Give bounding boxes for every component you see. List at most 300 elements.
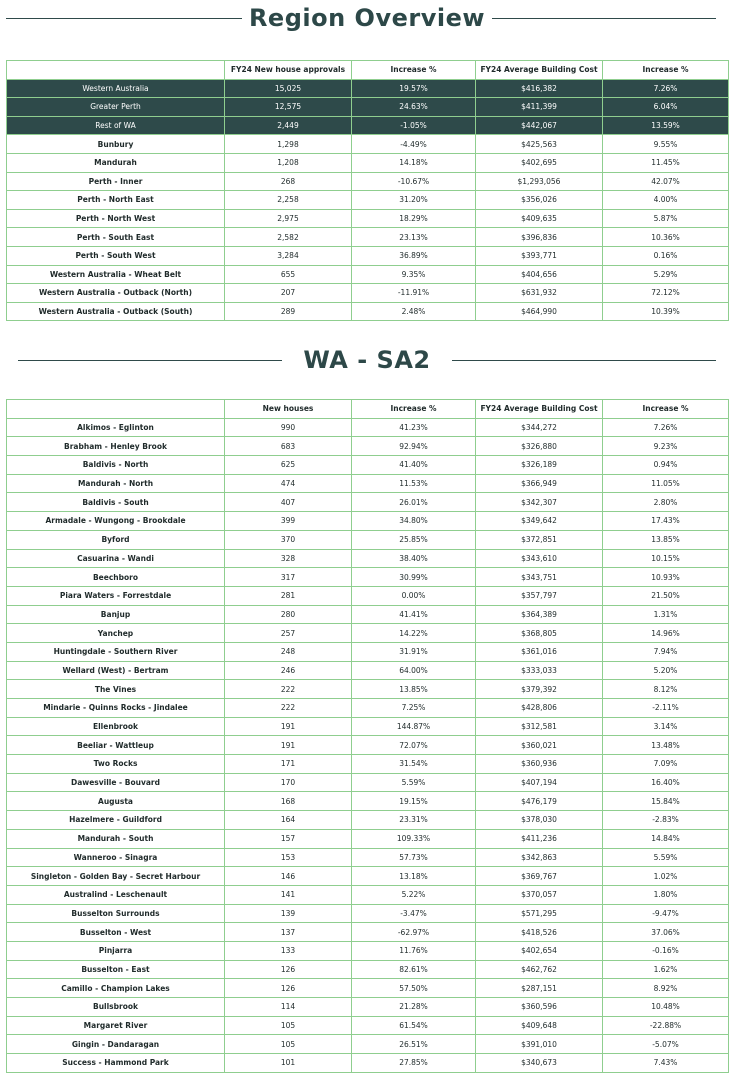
table-cell: 126 bbox=[225, 979, 352, 998]
table-cell: 1,298 bbox=[225, 135, 352, 154]
row-label: Bullsbrook bbox=[7, 998, 225, 1017]
table-row bbox=[7, 811, 729, 830]
table-cell: -11.91% bbox=[352, 284, 476, 303]
table-cell: 2.80% bbox=[603, 493, 729, 512]
table-cell: 38.40% bbox=[352, 549, 476, 568]
table-row bbox=[7, 979, 729, 998]
row-label: Busselton - West bbox=[7, 923, 225, 942]
region-overview-title: Region Overview bbox=[248, 4, 486, 32]
table-cell: $349,642 bbox=[476, 512, 603, 531]
table-cell: $369,767 bbox=[476, 867, 603, 886]
table-cell: 61.54% bbox=[352, 1016, 476, 1035]
table-cell: 34.80% bbox=[352, 512, 476, 531]
table-cell: $1,293,056 bbox=[476, 172, 603, 191]
row-label: Western Australia - Wheat Belt bbox=[7, 265, 225, 284]
row-label: Baldivis - North bbox=[7, 456, 225, 475]
row-label: Casuarina - Wandi bbox=[7, 549, 225, 568]
table-cell: 13.48% bbox=[603, 736, 729, 755]
wa-sa2-table bbox=[6, 399, 729, 1073]
table-cell: $372,851 bbox=[476, 530, 603, 549]
table-cell: 1,208 bbox=[225, 153, 352, 172]
table-cell: 257 bbox=[225, 624, 352, 643]
table-cell: $361,016 bbox=[476, 642, 603, 661]
table-cell: 5.59% bbox=[352, 773, 476, 792]
table-cell: -2.83% bbox=[603, 811, 729, 830]
table-row bbox=[7, 680, 729, 699]
table-cell: $409,635 bbox=[476, 209, 603, 228]
table-cell: -2.11% bbox=[603, 699, 729, 718]
table-cell: $287,151 bbox=[476, 979, 603, 998]
row-label: Australind - Leschenault bbox=[7, 885, 225, 904]
table-cell: $343,751 bbox=[476, 568, 603, 587]
column-header: Increase % bbox=[603, 61, 729, 80]
table-cell: 14.96% bbox=[603, 624, 729, 643]
table-cell: 24.63% bbox=[352, 98, 476, 117]
table-cell: 114 bbox=[225, 998, 352, 1017]
table-cell: 10.48% bbox=[603, 998, 729, 1017]
column-header: New houses bbox=[225, 400, 352, 419]
table-cell: 13.85% bbox=[603, 530, 729, 549]
table-cell: 9.23% bbox=[603, 437, 729, 456]
table-cell: 109.33% bbox=[352, 829, 476, 848]
table-cell: 13.85% bbox=[352, 680, 476, 699]
column-header: FY24 Average Building Cost bbox=[476, 61, 603, 80]
table-cell: 10.93% bbox=[603, 568, 729, 587]
table-cell: 36.89% bbox=[352, 246, 476, 265]
table-cell: 171 bbox=[225, 755, 352, 774]
table-cell: 19.15% bbox=[352, 792, 476, 811]
table-row bbox=[7, 153, 729, 172]
table-cell: 7.25% bbox=[352, 699, 476, 718]
table-cell: 683 bbox=[225, 437, 352, 456]
table-cell: 3.14% bbox=[603, 717, 729, 736]
table-cell: $464,990 bbox=[476, 302, 603, 321]
table-cell: 328 bbox=[225, 549, 352, 568]
table-cell: 11.53% bbox=[352, 474, 476, 493]
table-row bbox=[7, 456, 729, 475]
table-cell: 474 bbox=[225, 474, 352, 493]
table-cell: 31.54% bbox=[352, 755, 476, 774]
table-cell: 64.00% bbox=[352, 661, 476, 680]
table-cell: 11.45% bbox=[603, 153, 729, 172]
table-cell: 13.18% bbox=[352, 867, 476, 886]
table-cell: 153 bbox=[225, 848, 352, 867]
table-cell: 0.00% bbox=[352, 586, 476, 605]
table-cell: 10.39% bbox=[603, 302, 729, 321]
table-cell: -22.88% bbox=[603, 1016, 729, 1035]
table-cell: 407 bbox=[225, 493, 352, 512]
table-row bbox=[7, 493, 729, 512]
table-cell: -4.49% bbox=[352, 135, 476, 154]
table-row bbox=[7, 941, 729, 960]
table-cell: 168 bbox=[225, 792, 352, 811]
table-cell: 990 bbox=[225, 418, 352, 437]
row-label: Banjup bbox=[7, 605, 225, 624]
table-row bbox=[7, 568, 729, 587]
row-label: Singleton - Golden Bay - Secret Harbour bbox=[7, 867, 225, 886]
table-cell: 126 bbox=[225, 960, 352, 979]
table-cell: 5.87% bbox=[603, 209, 729, 228]
table-cell: 26.51% bbox=[352, 1035, 476, 1054]
row-label: Augusta bbox=[7, 792, 225, 811]
table-cell: 57.50% bbox=[352, 979, 476, 998]
table-row bbox=[7, 228, 729, 247]
table-cell: 105 bbox=[225, 1035, 352, 1054]
table-row bbox=[7, 512, 729, 531]
table-cell: 281 bbox=[225, 586, 352, 605]
table-row bbox=[7, 265, 729, 284]
row-label: Beeliar - Wattleup bbox=[7, 736, 225, 755]
column-header: FY24 Average Building Cost bbox=[476, 400, 603, 419]
row-label: Wellard (West) - Bertram bbox=[7, 661, 225, 680]
table-cell: $342,863 bbox=[476, 848, 603, 867]
table-cell: 41.41% bbox=[352, 605, 476, 624]
table-cell: 2,258 bbox=[225, 191, 352, 210]
table-row bbox=[7, 1016, 729, 1035]
table-row bbox=[7, 829, 729, 848]
row-label: Perth - North West bbox=[7, 209, 225, 228]
table-row bbox=[7, 736, 729, 755]
table-cell: $344,272 bbox=[476, 418, 603, 437]
table-cell: 72.12% bbox=[603, 284, 729, 303]
table-cell: 14.18% bbox=[352, 153, 476, 172]
table-cell: 27.85% bbox=[352, 1054, 476, 1073]
row-label: The Vines bbox=[7, 680, 225, 699]
table-cell: $418,526 bbox=[476, 923, 603, 942]
row-label: Wanneroo - Sinagra bbox=[7, 848, 225, 867]
table-cell: 625 bbox=[225, 456, 352, 475]
table-cell: 9.55% bbox=[603, 135, 729, 154]
table-cell: 655 bbox=[225, 265, 352, 284]
table-cell: 280 bbox=[225, 605, 352, 624]
table-cell: 19.57% bbox=[352, 79, 476, 98]
table-cell: 26.01% bbox=[352, 493, 476, 512]
table-cell: $360,936 bbox=[476, 755, 603, 774]
table-row bbox=[7, 867, 729, 886]
table-cell: $404,656 bbox=[476, 265, 603, 284]
table-row bbox=[7, 1054, 729, 1073]
row-label: Bunbury bbox=[7, 135, 225, 154]
row-label: Brabham - Henley Brook bbox=[7, 437, 225, 456]
table-cell: 15.84% bbox=[603, 792, 729, 811]
table-cell: 222 bbox=[225, 699, 352, 718]
row-label: Western Australia - Outback (South) bbox=[7, 302, 225, 321]
table-cell: 82.61% bbox=[352, 960, 476, 979]
table-row bbox=[7, 998, 729, 1017]
table-cell: $425,563 bbox=[476, 135, 603, 154]
table-cell: $366,949 bbox=[476, 474, 603, 493]
table-cell: 25.85% bbox=[352, 530, 476, 549]
row-label: Beechboro bbox=[7, 568, 225, 587]
table-cell: 157 bbox=[225, 829, 352, 848]
table-row bbox=[7, 904, 729, 923]
table-row bbox=[7, 848, 729, 867]
table-cell: -3.47% bbox=[352, 904, 476, 923]
table-cell: 139 bbox=[225, 904, 352, 923]
table-cell: 10.36% bbox=[603, 228, 729, 247]
row-label: Byford bbox=[7, 530, 225, 549]
table-cell: 105 bbox=[225, 1016, 352, 1035]
table-cell: 2.48% bbox=[352, 302, 476, 321]
table-row bbox=[7, 661, 729, 680]
table-cell: $312,581 bbox=[476, 717, 603, 736]
table-row bbox=[7, 98, 729, 117]
row-label: Perth - South West bbox=[7, 246, 225, 265]
row-label: Success - Hammond Park bbox=[7, 1054, 225, 1073]
table-cell: -62.97% bbox=[352, 923, 476, 942]
table-cell: 317 bbox=[225, 568, 352, 587]
table-cell: $364,389 bbox=[476, 605, 603, 624]
table-cell: $378,030 bbox=[476, 811, 603, 830]
table-cell: $409,648 bbox=[476, 1016, 603, 1035]
table-cell: 8.12% bbox=[603, 680, 729, 699]
table-cell: -5.07% bbox=[603, 1035, 729, 1054]
table-cell: 18.29% bbox=[352, 209, 476, 228]
table-cell: $370,057 bbox=[476, 885, 603, 904]
table-cell: 14.22% bbox=[352, 624, 476, 643]
table-cell: 1.02% bbox=[603, 867, 729, 886]
table-cell: 1.31% bbox=[603, 605, 729, 624]
table-cell: 11.76% bbox=[352, 941, 476, 960]
table-row bbox=[7, 246, 729, 265]
table-cell: 7.26% bbox=[603, 79, 729, 98]
table-cell: 3,284 bbox=[225, 246, 352, 265]
table-cell: 31.91% bbox=[352, 642, 476, 661]
table-cell: 7.94% bbox=[603, 642, 729, 661]
table-row bbox=[7, 191, 729, 210]
table-row bbox=[7, 624, 729, 643]
column-header: Increase % bbox=[603, 400, 729, 419]
table-cell: 41.23% bbox=[352, 418, 476, 437]
row-label: Baldivis - South bbox=[7, 493, 225, 512]
table-cell: 11.05% bbox=[603, 474, 729, 493]
table-cell: 170 bbox=[225, 773, 352, 792]
row-label: Greater Perth bbox=[7, 98, 225, 117]
table-cell: $411,399 bbox=[476, 98, 603, 117]
table-cell: $396,836 bbox=[476, 228, 603, 247]
table-cell: 5.29% bbox=[603, 265, 729, 284]
table-row bbox=[7, 960, 729, 979]
table-cell: $343,610 bbox=[476, 549, 603, 568]
table-row bbox=[7, 135, 729, 154]
row-label: Yanchep bbox=[7, 624, 225, 643]
table-cell: 9.35% bbox=[352, 265, 476, 284]
table-cell: 222 bbox=[225, 680, 352, 699]
row-label: Rest of WA bbox=[7, 116, 225, 135]
table-cell: 0.94% bbox=[603, 456, 729, 475]
table-cell: $402,695 bbox=[476, 153, 603, 172]
table-cell: -10.67% bbox=[352, 172, 476, 191]
table-cell: $357,797 bbox=[476, 586, 603, 605]
table-cell: 191 bbox=[225, 736, 352, 755]
wa-sa2-title: WA - SA2 bbox=[303, 346, 431, 374]
table-row bbox=[7, 418, 729, 437]
table-cell: 268 bbox=[225, 172, 352, 191]
table-cell: 6.04% bbox=[603, 98, 729, 117]
header-row bbox=[7, 61, 729, 80]
table-cell: -9.47% bbox=[603, 904, 729, 923]
table-row bbox=[7, 116, 729, 135]
row-label: Busselton - East bbox=[7, 960, 225, 979]
table-cell: $393,771 bbox=[476, 246, 603, 265]
table-cell: 144.87% bbox=[352, 717, 476, 736]
table-cell: 23.31% bbox=[352, 811, 476, 830]
table-cell: $342,307 bbox=[476, 493, 603, 512]
table-row bbox=[7, 792, 729, 811]
table-cell: 13.59% bbox=[603, 116, 729, 135]
table-cell: 37.06% bbox=[603, 923, 729, 942]
table-cell: 14.84% bbox=[603, 829, 729, 848]
table-cell: $416,382 bbox=[476, 79, 603, 98]
row-label: Mandurah - North bbox=[7, 474, 225, 493]
row-label: Perth - South East bbox=[7, 228, 225, 247]
table-cell: 1.62% bbox=[603, 960, 729, 979]
table-cell: 133 bbox=[225, 941, 352, 960]
table-cell: $407,194 bbox=[476, 773, 603, 792]
region-overview-table bbox=[6, 60, 729, 321]
table-cell: 12,575 bbox=[225, 98, 352, 117]
table-row bbox=[7, 642, 729, 661]
table-cell: 7.09% bbox=[603, 755, 729, 774]
table-cell: 57.73% bbox=[352, 848, 476, 867]
table-row bbox=[7, 923, 729, 942]
table-row bbox=[7, 530, 729, 549]
row-label: Piara Waters - Forrestdale bbox=[7, 586, 225, 605]
table-cell: 1.80% bbox=[603, 885, 729, 904]
table-cell: $360,596 bbox=[476, 998, 603, 1017]
table-cell: 8.92% bbox=[603, 979, 729, 998]
table-cell: 42.07% bbox=[603, 172, 729, 191]
row-label: Mandurah - South bbox=[7, 829, 225, 848]
table-cell: $631,932 bbox=[476, 284, 603, 303]
row-label: Gingin - Dandaragan bbox=[7, 1035, 225, 1054]
table-cell: 5.20% bbox=[603, 661, 729, 680]
row-label: Two Rocks bbox=[7, 755, 225, 774]
row-label: Alkimos - Eglinton bbox=[7, 418, 225, 437]
table-cell: 246 bbox=[225, 661, 352, 680]
table-cell: 72.07% bbox=[352, 736, 476, 755]
table-row bbox=[7, 717, 729, 736]
wa-sa2-heading bbox=[0, 342, 734, 378]
region-overview-heading bbox=[0, 0, 734, 36]
table-cell: 5.59% bbox=[603, 848, 729, 867]
table-cell: 164 bbox=[225, 811, 352, 830]
column-header: Increase % bbox=[352, 400, 476, 419]
row-label: Mindarie - Quinns Rocks - Jindalee bbox=[7, 699, 225, 718]
table-cell: $476,179 bbox=[476, 792, 603, 811]
table-cell: $411,236 bbox=[476, 829, 603, 848]
row-label: Busselton Surrounds bbox=[7, 904, 225, 923]
table-cell: $333,033 bbox=[476, 661, 603, 680]
row-label: Perth - North East bbox=[7, 191, 225, 210]
table-cell: $326,880 bbox=[476, 437, 603, 456]
table-cell: 16.40% bbox=[603, 773, 729, 792]
table-cell: 30.99% bbox=[352, 568, 476, 587]
row-label: Western Australia - Outback (North) bbox=[7, 284, 225, 303]
column-header bbox=[7, 400, 225, 419]
table-cell: 137 bbox=[225, 923, 352, 942]
table-cell: 207 bbox=[225, 284, 352, 303]
table-row bbox=[7, 1035, 729, 1054]
table-cell: 7.26% bbox=[603, 418, 729, 437]
row-label: Pinjarra bbox=[7, 941, 225, 960]
table-cell: $326,189 bbox=[476, 456, 603, 475]
table-cell: 21.28% bbox=[352, 998, 476, 1017]
table-row bbox=[7, 79, 729, 98]
column-header bbox=[7, 61, 225, 80]
row-label: Dawesville - Bouvard bbox=[7, 773, 225, 792]
table-cell: 2,975 bbox=[225, 209, 352, 228]
table-cell: $571,295 bbox=[476, 904, 603, 923]
table-cell: 141 bbox=[225, 885, 352, 904]
table-cell: 4.00% bbox=[603, 191, 729, 210]
table-cell: 370 bbox=[225, 530, 352, 549]
row-label: Mandurah bbox=[7, 153, 225, 172]
table-cell: $368,805 bbox=[476, 624, 603, 643]
table-cell: 7.43% bbox=[603, 1054, 729, 1073]
table-cell: $360,021 bbox=[476, 736, 603, 755]
table-cell: 248 bbox=[225, 642, 352, 661]
table-cell: 5.22% bbox=[352, 885, 476, 904]
table-cell: -1.05% bbox=[352, 116, 476, 135]
table-cell: $340,673 bbox=[476, 1054, 603, 1073]
table-row bbox=[7, 605, 729, 624]
table-cell: $428,806 bbox=[476, 699, 603, 718]
row-label: Ellenbrook bbox=[7, 717, 225, 736]
row-label: Huntingdale - Southern River bbox=[7, 642, 225, 661]
table-cell: $391,010 bbox=[476, 1035, 603, 1054]
table-cell: 2,582 bbox=[225, 228, 352, 247]
table-row bbox=[7, 755, 729, 774]
table-cell: -0.16% bbox=[603, 941, 729, 960]
table-cell: 41.40% bbox=[352, 456, 476, 475]
table-cell: $442,067 bbox=[476, 116, 603, 135]
row-label: Armadale - Wungong - Brookdale bbox=[7, 512, 225, 531]
heading-rule-right bbox=[452, 360, 716, 361]
table-cell: 17.43% bbox=[603, 512, 729, 531]
table-row bbox=[7, 209, 729, 228]
table-cell: 92.94% bbox=[352, 437, 476, 456]
table-cell: 10.15% bbox=[603, 549, 729, 568]
header-row bbox=[7, 400, 729, 419]
table-row bbox=[7, 474, 729, 493]
row-label: Margaret River bbox=[7, 1016, 225, 1035]
table-row bbox=[7, 586, 729, 605]
table-row bbox=[7, 773, 729, 792]
table-cell: $402,654 bbox=[476, 941, 603, 960]
row-label: Perth - Inner bbox=[7, 172, 225, 191]
table-cell: 191 bbox=[225, 717, 352, 736]
table-cell: 21.50% bbox=[603, 586, 729, 605]
table-row bbox=[7, 549, 729, 568]
table-cell: $356,026 bbox=[476, 191, 603, 210]
table-row bbox=[7, 172, 729, 191]
row-label: Hazelmere - Guildford bbox=[7, 811, 225, 830]
table-row bbox=[7, 284, 729, 303]
table-cell: 23.13% bbox=[352, 228, 476, 247]
table-cell: 31.20% bbox=[352, 191, 476, 210]
column-header: Increase % bbox=[352, 61, 476, 80]
table-cell: 399 bbox=[225, 512, 352, 531]
table-cell: 0.16% bbox=[603, 246, 729, 265]
table-cell: 289 bbox=[225, 302, 352, 321]
table-row bbox=[7, 699, 729, 718]
table-cell: 101 bbox=[225, 1054, 352, 1073]
table-cell: 146 bbox=[225, 867, 352, 886]
row-label: Western Australia bbox=[7, 79, 225, 98]
table-cell: $379,392 bbox=[476, 680, 603, 699]
heading-rule-right bbox=[492, 18, 716, 19]
